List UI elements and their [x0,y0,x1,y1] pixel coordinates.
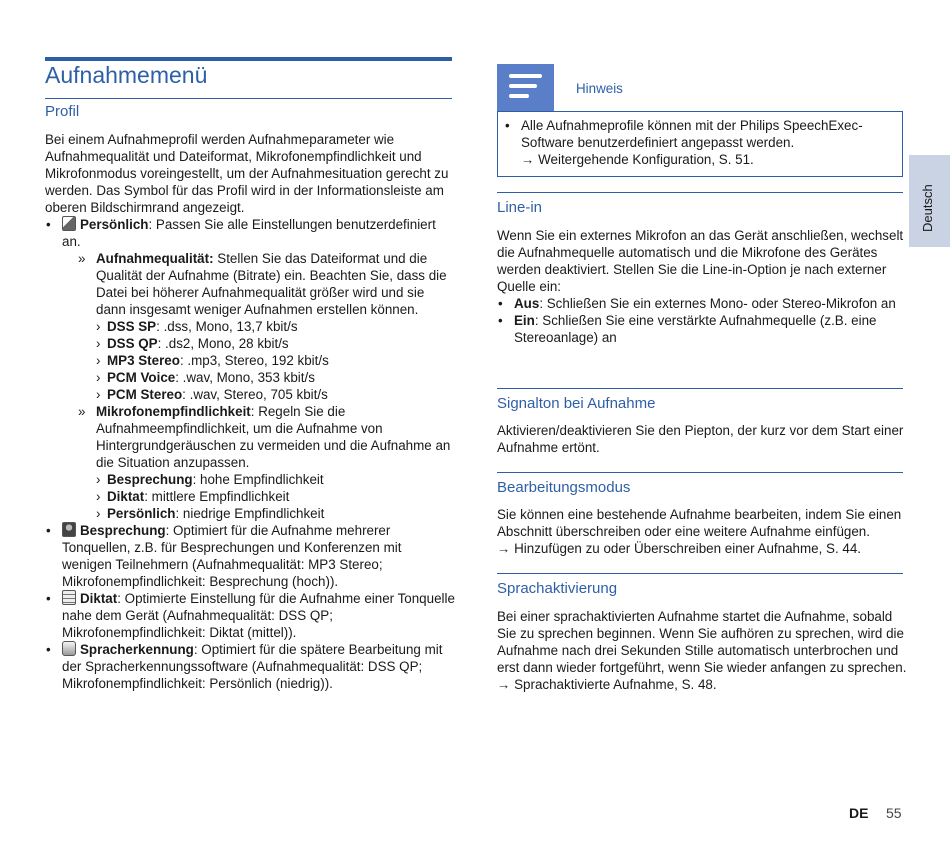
rule-sprachaktivierung [497,573,903,574]
profile-meeting-icon [62,522,76,537]
list-item-spracherkennung: • Spracherkennung: Optimiert für die spätere Bearbeitung mit der Spracherkennungssoftware (Aufnahmequalität: DSS QP; Mikrofonempfindlichkeit: Persönlich (niedrig)). [46,642,443,691]
note-box [497,111,903,177]
note-label: Hinweis [576,81,623,96]
format-item: › MP3 Stereo: .mp3, Stereo, 192 kbit/s [96,353,329,368]
bearbeitung-section: Sie können eine bestehende Aufnahme bearbeiten, indem Sie einen Abschnitt überschreiben oder eine weitere Aufnahme einfügen. → Hinzufügen zu oder Überschreiben einer Aufnahme, S. 44. [497,507,902,556]
profile-dictation-icon [62,590,76,605]
profil-heading: Profil [45,103,80,120]
list-item-persoenlich: • Persönlich: Passen Sie alle Einstellungen benutzerdefiniert an. [46,217,436,249]
profile-speech-recognition-icon [62,641,76,656]
list-item-mikro: » Mikrofonempfindlichkeit: Regeln Sie die Aufnahmeempfindlichkeit, um die Aufnahme von Hintergrundgeräuschen zu vermeiden und die Aufnahme an die Situation anzupassen. [78,404,451,470]
level-item: › Diktat: mittlere Empfindlichkeit [96,489,290,504]
signalton-heading: Signalton bei Aufnahme [497,395,656,412]
level-item: › Besprechung: hohe Empfindlichkeit [96,472,324,487]
profil-intro: Bei einem Aufnahmeprofil werden Aufnahmeparameter wie Aufnahmequalität und Dateiformat, Mikrofonempfindlichkeit und Mikrofonmodus voreingestellt, um der Aufnahmesituation gerecht zu werden. Das Symbol für das Profil wird in der Informationsleiste am oberen Bildschirmrand angezeigt. [45,132,449,215]
note-item: • Alle Aufnahmeprofile können mit der Philips SpeechExec-Software benutzerdefiniert angepasst werden. → Weitergehende Konfiguration, S. 51. [505,118,863,167]
rule-signalton [497,388,903,389]
page-title: Aufnahmemenü [45,62,208,88]
list-item-diktat: • Diktat: Optimierte Einstellung für die Aufnahme einer Tonquelle nahe dem Gerät (Aufnahmequalität: DSS QP; Mikrofonempfindlichkeit: Diktat (mittel)). [46,591,455,640]
format-item: › DSS QP: .ds2, Mono, 28 kbit/s [96,336,289,351]
language-tab [909,155,950,247]
footer-language: DE [849,805,869,821]
bearbeitung-link: Hinzufügen zu oder Überschreiben einer Aufnahme, S. 44. [514,541,862,556]
list-item-aus: • Aus: Schließen Sie ein externes Mono- oder Stereo-Mikrofon an [498,296,896,311]
line-in-heading: Line-in [497,199,543,216]
format-item: › PCM Stereo: .wav, Stereo, 705 kbit/s [96,387,328,402]
line-in-section: Wenn Sie ein externes Mikrofon an das Gerät anschließen, wechselt die Aufnahmequelle automatisch und die Mikrofone des Gerätes werden deaktiviert. Stellen Sie die Line-in-Option je nach externer Quelle ein: • Aus: Schließen Sie ein externes Mono- oder Stereo-Mikrofon an • Ein: Schließen Sie eine verstärkte Aufnahmequelle (z.B. eine Stereoanlage) an [497,227,907,346]
title-bar [45,57,452,61]
signalton-text: Aktivieren/deaktivieren Sie den Piepton, der kurz vor dem Start einer Aufnahme ertönt. [497,423,904,455]
rule-bearbeitung [497,472,903,473]
format-item: › DSS SP: .dss, Mono, 13,7 kbit/s [96,319,298,334]
page-number: 55 [886,805,902,821]
language-tab-label: Deutsch [920,184,935,232]
sprachaktivierung-heading: Sprachaktivierung [497,580,618,597]
title-rule [45,98,452,99]
profil-section [45,131,455,692]
level-item: › Persönlich: niedrige Empfindlichkeit [96,506,325,521]
profile-personal-icon [62,216,76,231]
list-item-besprechung: • Besprechung: Optimiert für die Aufnahme mehrerer Tonquellen, z.B. für Besprechungen und Konferenzen mit wenigen Teilnehmern (Aufnahmequalität: MP3 Stereo; Mikrofonempfindlichkeit: Besprechung (hoch)). [46,523,402,589]
note-link: Weitergehende Konfiguration, S. 51. [538,152,754,167]
rule-line-in [497,192,903,193]
list-item-ein: • Ein: Schließen Sie eine verstärkte Aufnahmequelle (z.B. eine Stereoanlage) an [498,313,877,345]
sprachaktivierung-section: Bei einer sprachaktivierten Aufnahme startet die Aufnahme, sobald Sie zu sprechen beginnen. Wenn Sie aufhören zu sprechen, wird die Aufnahme nach drei Sekunden Stille automatisch unterbrochen und erst dann wieder fortgeführt, wenn Sie wieder anfangen zu sprechen. → Sprachaktivierte Aufnahme, S. 48. [497,609,907,692]
note-icon [497,64,554,111]
list-item-qualitaet: » Aufnahmequalität: Stellen Sie das Dateiformat und die Qualität der Aufnahme (Bitrate) ein. Beachten Sie, dass die Datei bei höherer Aufnahmequalität größer wird und sie dann insgesamt weniger Aufnahmen erstellen können. [78,251,447,317]
bearbeitung-heading: Bearbeitungsmodus [497,479,631,496]
sprachaktivierung-link: Sprachaktivierte Aufnahme, S. 48. [514,677,717,692]
format-item: › PCM Voice: .wav, Mono, 353 kbit/s [96,370,315,385]
